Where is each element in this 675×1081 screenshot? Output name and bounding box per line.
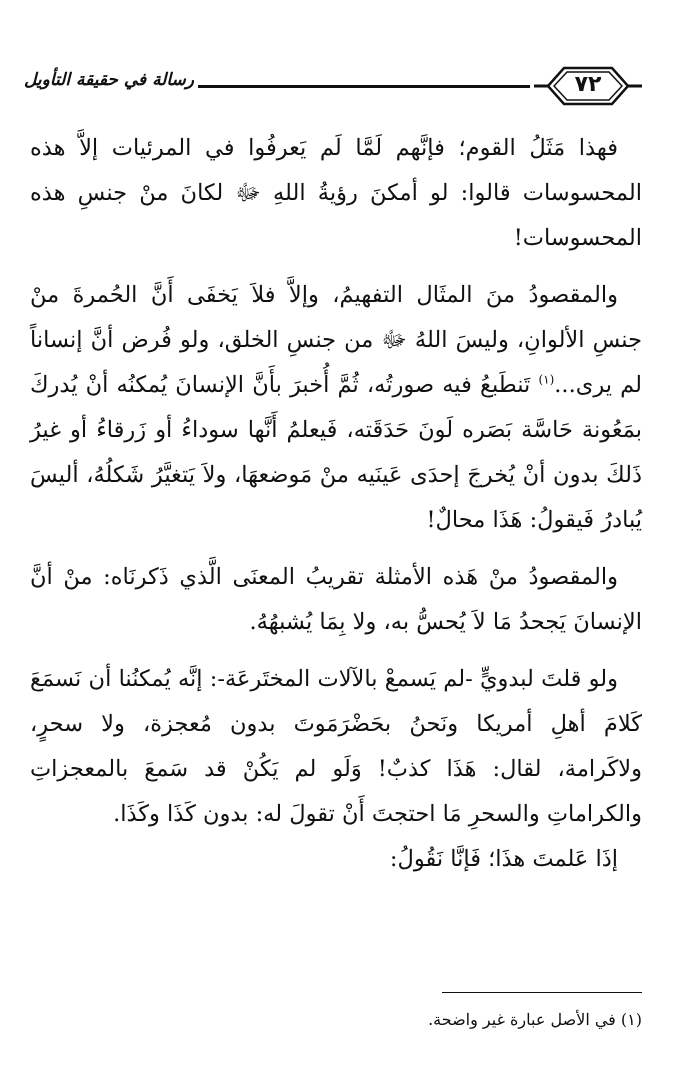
header-rule xyxy=(198,85,530,88)
footnote-separator xyxy=(442,992,642,993)
paragraph-2-part-1: والمقصودُ منَ المثَال التفهيمُ، وإلاَّ فلاَ يَخفَى أَنَّ الحُمرةَ منْ جنسِ الألوانِ، وليسَ اللهُ ﷻ من جنسِ الخلق، ولو فُرض أنَّ إنساناً لم يرى... xyxy=(30,282,642,398)
paragraph-1: فهذا مَثَلُ القوم؛ فإنَّهم لَمَّا لَم يَعرفُوا في المرئيات إلاَّ هذه المحسوسات قالوا: لو أمكنَ رؤيةُ اللهِ ﷻ لكانَ منْ جنسِ هذه المحسوسات! xyxy=(30,135,642,251)
page-header xyxy=(24,64,642,108)
paragraph-2-part-2: تَنطَبعُ فيه صورتُه، ثُمَّ أُخبرَ بأَنَّ الإنسانَ يُمكنُه أنْ يُدركَ بمَعُونة حَاسَّة بَصَره لَونَ حَدَقَته، فَيعلمُ أَنَّها سوداءُ أو زَرقاءُ أو غيرُ ذَلكَ بدون أنْ يُخرجَ إحدَى عَينَيه منْ مَوضعهَا، ولاَ يَتغيَّرُ شَكلُهُ، أليسَ يُبادرُ فَيقولُ: هَذَا محالٌ! xyxy=(30,372,642,533)
footnote-reference: (١) xyxy=(538,372,555,387)
paragraph-2 xyxy=(30,273,642,543)
paragraph-3: والمقصودُ منْ هَذه الأمثلة تقريبُ المعنَى الَّذي ذَكرنَاه: منْ أنَّ الإنسانَ يَجحدُ مَا لاَ يُحسُّ به، ولا بِمَا يُشبهُهُ. xyxy=(30,564,642,635)
footnote-1: (١) في الأصل عبارة غير واضحة. xyxy=(428,1010,642,1029)
page-number: ٧٢ xyxy=(574,72,602,97)
running-title: رسالة في حقيقة التأويل xyxy=(24,70,194,90)
paragraph-4: ولو قلتَ لبدويٍّ -لم يَسمعْ بالآلات المختَرعَة-: إنَّه يُمكنُنا أن نَسمَعَ كَلامَ أهلِ أمريكا ونَحنُ بحَضْرَمَوتَ بدون مُعجزة، ولا سحرٍ، ولاكَرامة، لقال: هَذَا كذبٌ! وَلَو لم يَكُنْ قد سَمعَ بالمعجزاتِ والكراماتِ والسحرِ مَا احتجتَ أَنْ تقولَ له: بدون كَذَا وكَذَا. xyxy=(30,666,642,827)
paragraph-5: إذَا عَلمتَ هذَا؛ فَإنَّا نَقُولُ: xyxy=(389,846,618,872)
body-text xyxy=(30,126,642,894)
page-number-badge xyxy=(534,64,642,108)
